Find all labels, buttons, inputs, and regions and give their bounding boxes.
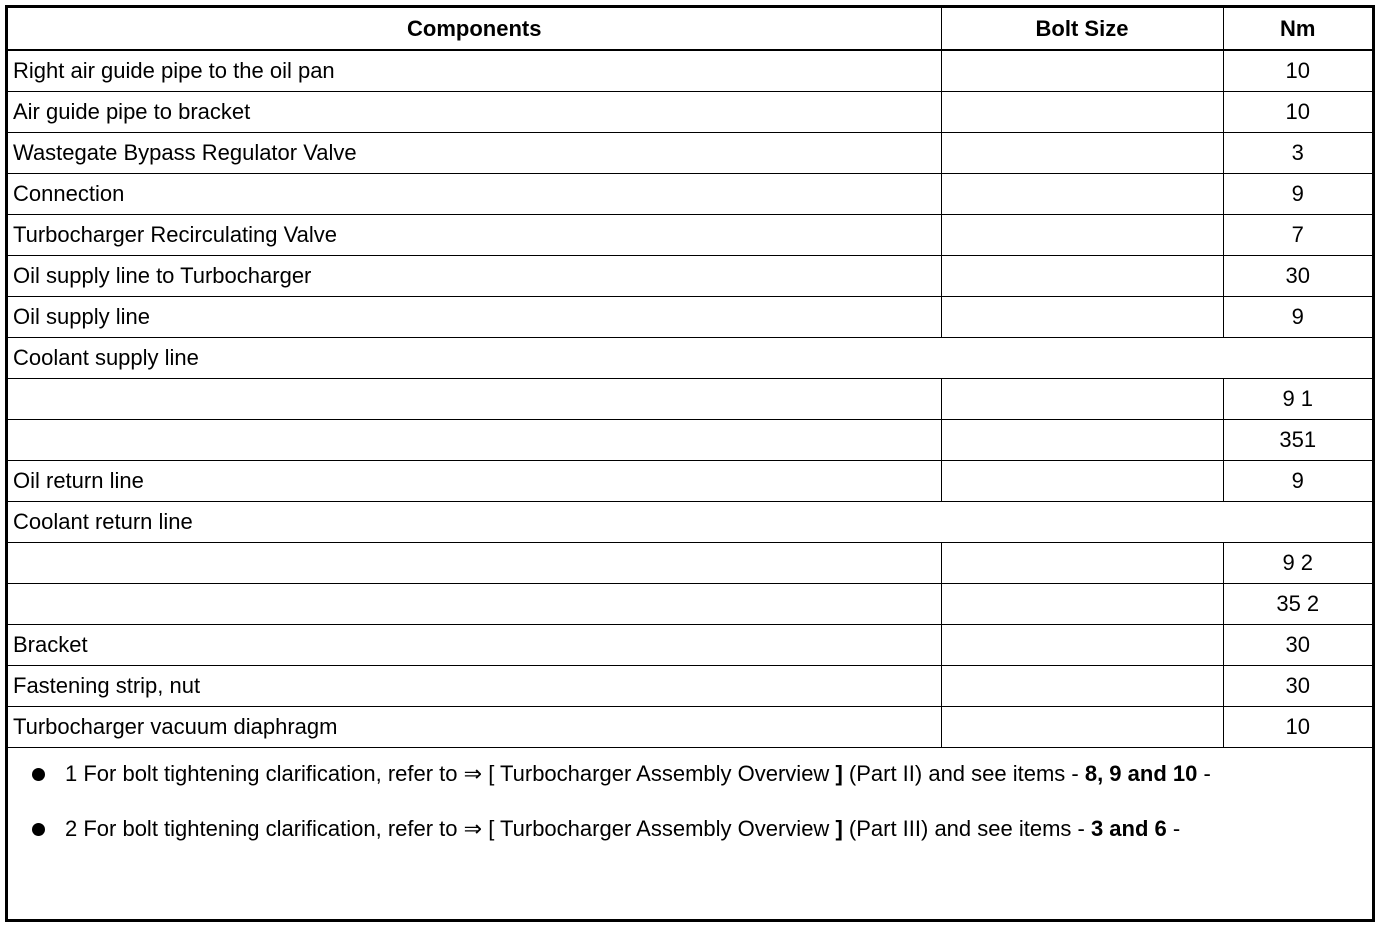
header-components: Components <box>8 8 941 50</box>
bolt-size-cell <box>941 173 1223 214</box>
footnote-items: 8, 9 and 10 <box>1084 761 1198 786</box>
component-cell: Wastegate Bypass Regulator Valve <box>8 132 941 173</box>
bullet-icon <box>32 768 45 781</box>
component-cell: Connection <box>8 173 941 214</box>
torque-spec-document <box>5 5 1375 922</box>
bolt-size-cell <box>941 583 1223 624</box>
table-row <box>8 419 1372 460</box>
header-bolt-size: Bolt Size <box>941 8 1223 50</box>
torque-spec-table <box>8 8 1372 748</box>
table-row <box>8 255 1372 296</box>
table-row <box>8 460 1372 501</box>
torque-nm-cell: 9 1 <box>1223 378 1372 419</box>
bolt-size-cell <box>941 91 1223 132</box>
torque-nm-cell: 3 <box>1223 132 1372 173</box>
footnote-suffix: - <box>1166 816 1181 841</box>
bullet-icon <box>32 823 45 836</box>
footnote-prefix: 1 For bolt tightening clarification, refer to ⇒ [ Turbocharger Assembly Overview <box>65 761 836 786</box>
component-cell <box>8 542 941 583</box>
component-cell: Bracket <box>8 624 941 665</box>
table-row <box>8 50 1372 91</box>
table-row <box>8 132 1372 173</box>
component-cell <box>8 378 941 419</box>
footnote-items: 3 and 6 <box>1090 816 1167 841</box>
torque-nm-cell: 9 <box>1223 460 1372 501</box>
component-cell: Oil supply line <box>8 296 941 337</box>
table-row <box>8 706 1372 747</box>
component-cell <box>8 419 941 460</box>
bolt-size-cell <box>941 665 1223 706</box>
bolt-size-cell <box>941 132 1223 173</box>
component-cell: Fastening strip, nut <box>8 665 941 706</box>
footnote-middle: (Part III) and see items - <box>842 816 1091 841</box>
table-row <box>8 91 1372 132</box>
group-heading-cell: Coolant return line <box>8 501 1372 542</box>
footnote-1 <box>8 754 1372 795</box>
footnote-prefix: 2 For bolt tightening clarification, refer to ⇒ [ Turbocharger Assembly Overview <box>65 816 836 841</box>
bolt-size-cell <box>941 378 1223 419</box>
torque-nm-cell: 35 2 <box>1223 583 1372 624</box>
bolt-size-cell <box>941 255 1223 296</box>
torque-nm-cell: 10 <box>1223 50 1372 91</box>
component-cell: Oil supply line to Turbocharger <box>8 255 941 296</box>
bolt-size-cell <box>941 419 1223 460</box>
table-body <box>8 50 1372 747</box>
torque-nm-cell: 30 <box>1223 624 1372 665</box>
torque-nm-cell: 9 <box>1223 296 1372 337</box>
footnote-middle: (Part II) and see items - <box>842 761 1085 786</box>
bolt-size-cell <box>941 542 1223 583</box>
torque-nm-cell: 10 <box>1223 91 1372 132</box>
table-row <box>8 624 1372 665</box>
table-row <box>8 378 1372 419</box>
bolt-size-cell <box>941 624 1223 665</box>
bolt-size-cell <box>941 706 1223 747</box>
torque-nm-cell: 7 <box>1223 214 1372 255</box>
bolt-size-cell <box>941 50 1223 91</box>
footnote-bracket: ] <box>835 816 843 841</box>
bolt-size-cell <box>941 460 1223 501</box>
torque-nm-cell: 9 <box>1223 173 1372 214</box>
table-header-row <box>8 8 1372 50</box>
component-cell <box>8 583 941 624</box>
component-cell: Right air guide pipe to the oil pan <box>8 50 941 91</box>
group-heading-cell: Coolant supply line <box>8 337 1372 378</box>
component-cell: Air guide pipe to bracket <box>8 91 941 132</box>
table-row <box>8 665 1372 706</box>
table-row <box>8 296 1372 337</box>
footnote-text <box>65 761 1211 787</box>
table-row <box>8 501 1372 542</box>
torque-nm-cell: 351 <box>1223 419 1372 460</box>
header-nm: Nm <box>1223 8 1372 50</box>
footnote-suffix: - <box>1197 761 1211 786</box>
footnote-text <box>65 816 1180 842</box>
footnote-bracket: ] <box>835 761 843 786</box>
torque-nm-cell: 30 <box>1223 665 1372 706</box>
torque-nm-cell: 10 <box>1223 706 1372 747</box>
component-cell: Turbocharger Recirculating Valve <box>8 214 941 255</box>
table-row <box>8 337 1372 378</box>
bolt-size-cell <box>941 296 1223 337</box>
table-row <box>8 583 1372 624</box>
table-row <box>8 173 1372 214</box>
footnotes <box>8 748 1372 850</box>
component-cell: Turbocharger vacuum diaphragm <box>8 706 941 747</box>
table-row <box>8 214 1372 255</box>
footnote-2 <box>8 809 1372 850</box>
component-cell: Oil return line <box>8 460 941 501</box>
table-row <box>8 542 1372 583</box>
torque-nm-cell: 30 <box>1223 255 1372 296</box>
torque-nm-cell: 9 2 <box>1223 542 1372 583</box>
bolt-size-cell <box>941 214 1223 255</box>
